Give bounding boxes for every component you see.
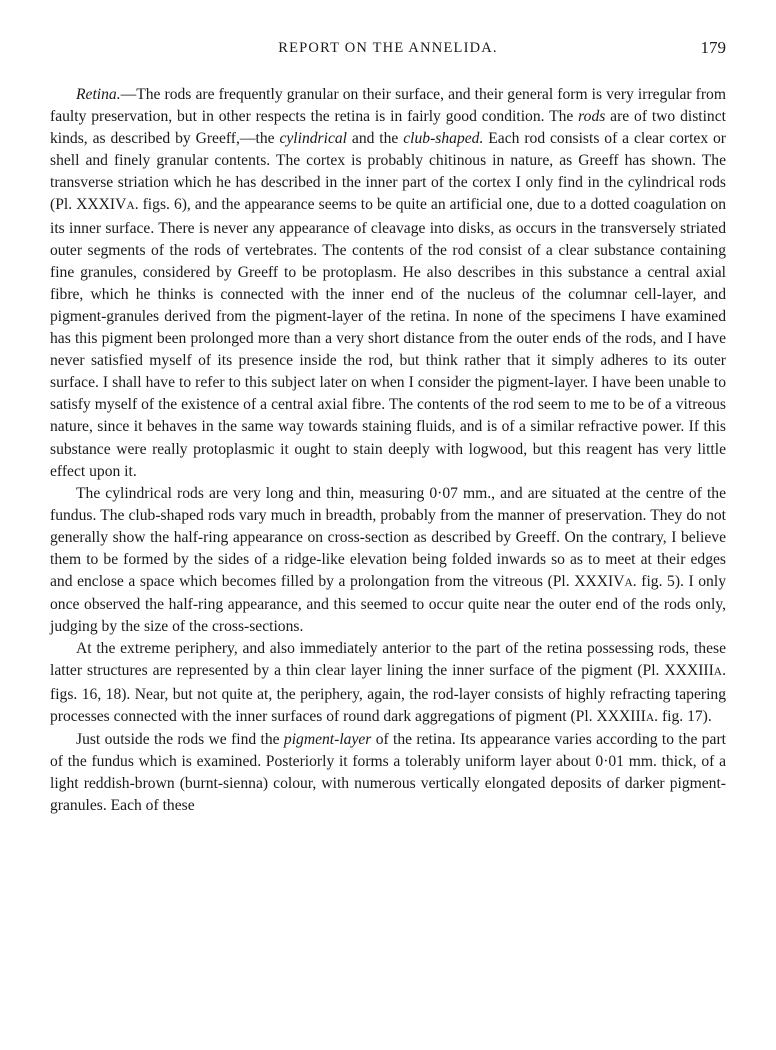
text-run: . fig. 17). (654, 707, 712, 725)
text-run: . figs. 16, 18). Near, but not quite at, the periphery, again, the rod-layer consists of highly refracting tapering processes connected with the inner surfaces of round dark aggregations of pigment (Pl. XXXIII (50, 662, 726, 725)
paragraph-cylindrical-rods (50, 483, 726, 639)
italic-term: club-shaped. (403, 130, 484, 148)
paragraph-retina (50, 84, 726, 483)
italic-term: rods (578, 108, 606, 126)
plate-letter: A (713, 666, 723, 679)
text-run: are of two distinct kinds, as described by Greeff,—the (50, 108, 726, 148)
text-run: Each rod consists of a clear cortex or shell and finely granular contents. The cortex is probably chitinous in nature, as Greeff has shown. The transverse striation which he has described in the inner part of the cortex I only find in the cylindrical rods (Pl. XXXIV (50, 130, 726, 214)
italic-term: Retina. (76, 86, 121, 103)
page-number: 179 (700, 38, 726, 57)
text-run: At the extreme periphery, and also immediately anterior to the part of the retina possessing rods, these latter structures are represented by a thin clear layer lining the inner surface of the pigment (Pl. XXXIII (50, 640, 726, 680)
text-run: . fig. 5). I only once observed the half-ring appearance, and this seemed to occur quite near the outer end of the rods only, judging by the size of the cross-sections. (50, 573, 726, 636)
paragraph-pigment-layer (50, 729, 726, 817)
body-text (50, 84, 726, 817)
plate-letter: A (624, 577, 633, 590)
text-run: Just outside the rods we find the (76, 730, 284, 748)
text-run: of the retina. Its appearance varies according to the part of the fundus which is examined. Posteriorly it forms a tolerably uniform layer about 0·01 mm. thick, of a light reddish-brown (burnt-sienna) colour, with numerous vertically elongated deposits of darker pigment-granules. Each of these (50, 730, 726, 814)
page-header (50, 40, 726, 64)
text-run: —The rods are frequently granular on their surface, and their general form is very irregular from faulty preservation, but in other respects the retina is in fairly good condition. The (50, 86, 726, 126)
paragraph-periphery (50, 638, 726, 728)
italic-term: pigment-layer (283, 730, 372, 748)
text-run: and the (347, 130, 404, 148)
text-run: The cylindrical rods are very long and thin, measuring 0·07 mm., and are situated at the centre of the fundus. The club-shaped rods vary much in breadth, probably from the manner of preservation. They do not generally show the half-ring appearance on cross-section as described by Greeff. On the contrary, I believe them to be formed by the sides of a ridge-like elevation being folded inwards so as to meet at their edges and enclose a space which becomes filled by a prolongation from the vitreous (Pl. XXXIV (50, 484, 726, 591)
running-head: REPORT ON THE ANNELIDA. (278, 40, 498, 56)
italic-term: cylindrical (279, 130, 347, 148)
plate-letter: A (645, 711, 655, 724)
plate-letter: A (126, 200, 135, 213)
text-run: . figs. 6), and the appearance seems to be quite an artificial one, due to a dotted coagulation on its inner surface. There is never any appearance of cleavage into disks, as occurs in the transversely striated outer segments of the rods of vertebrates. The contents of the rod consist of a clear substance containing fine granules, considered by Greeff to be protoplasm. He also describes in this substance a central axial fibre, which he thinks is connected with the inner end of the nucleus of the columnar cell-layer, and pigment-granules derived from the pigment-layer of the retina. In none of the specimens I have examined has this pigment been prolonged more than a very short distance from the outer ends of the rods, and I have never satisfied myself of its presence inside the rod, but think rather that it simply adheres to its outer surface. I shall have to refer to this subject later on when I consider the pigment-layer. I have been unable to satisfy myself of the existence of a central axial fibre. The contents of the rod seem to me to be of a vitreous nature, since it behaves in the same way towards staining fluids, and is of a similar refractive power. If this substance were really protoplasmic it ought to stain deeply with logwood, but this reagent has very little effect upon it. (50, 196, 726, 480)
